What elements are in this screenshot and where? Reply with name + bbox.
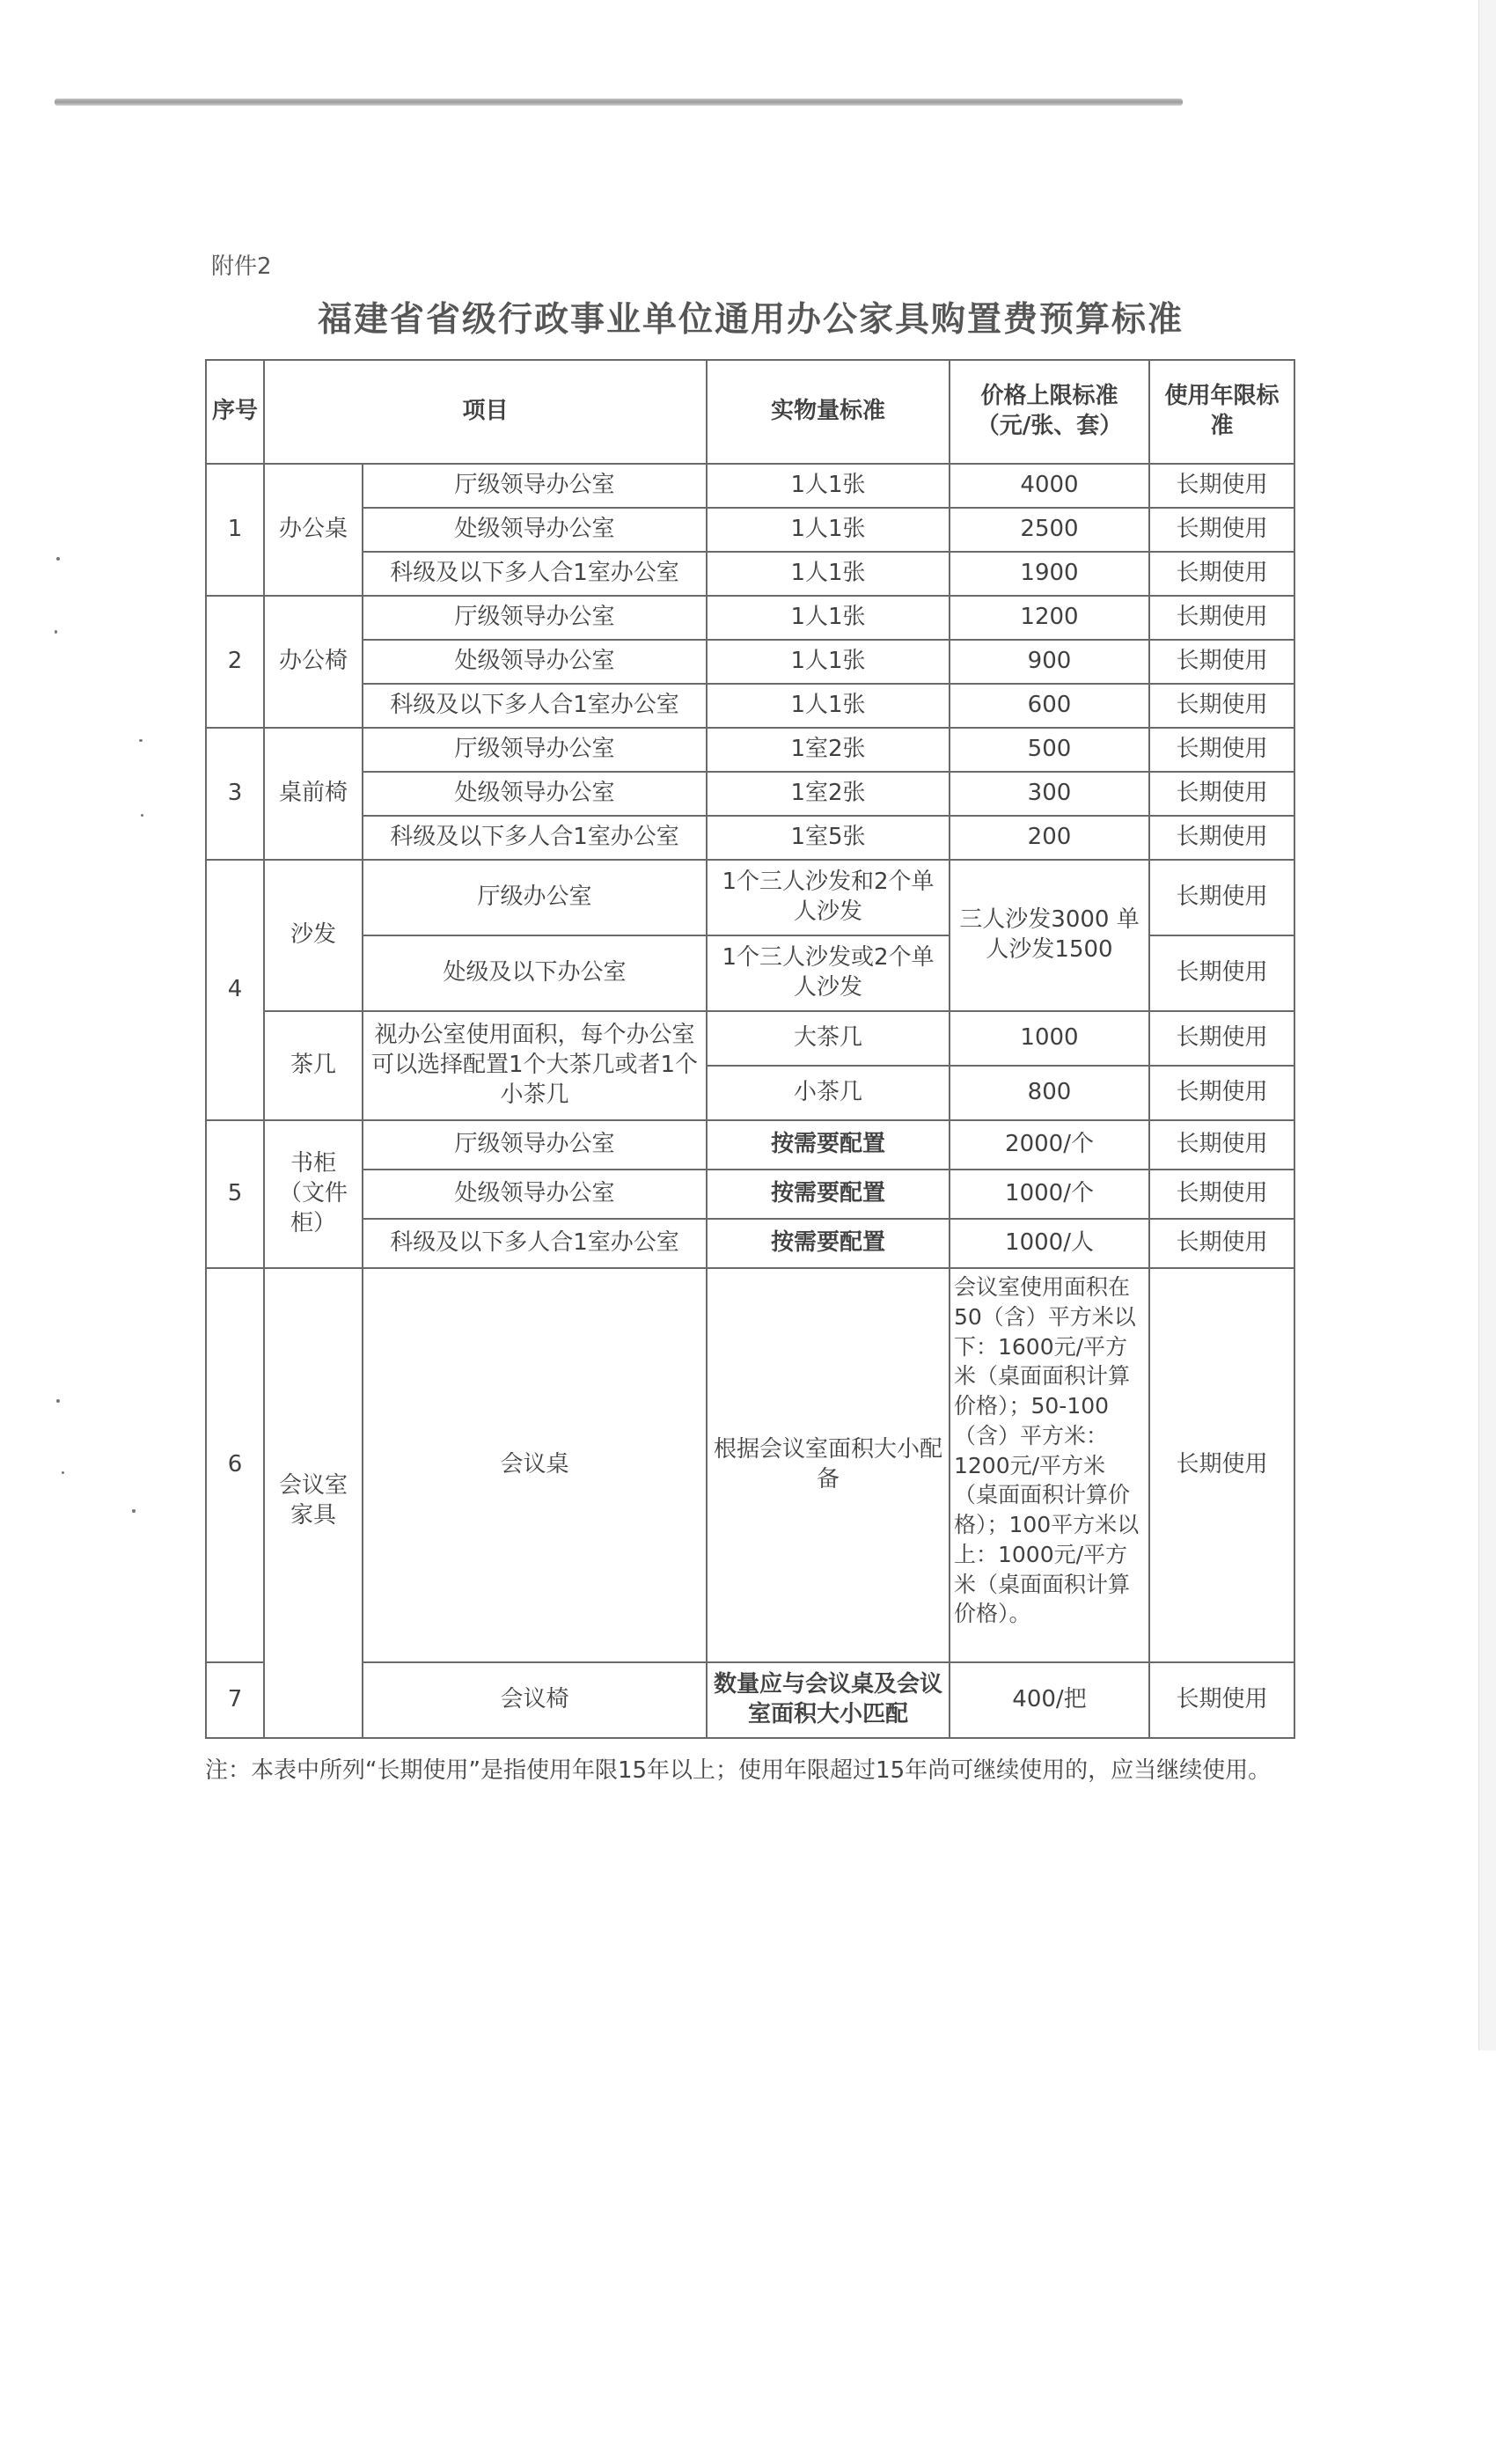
category-cell: 书柜（文件柜）	[264, 1120, 363, 1268]
quantity-cell: 1人1张	[707, 552, 950, 596]
life-cell: 长期使用	[1149, 640, 1294, 684]
item-cell: 处级领导办公室	[363, 508, 707, 552]
life-cell: 长期使用	[1149, 1120, 1294, 1170]
quantity-cell: 按需要配置	[707, 1120, 950, 1170]
top-rule	[55, 99, 1183, 106]
header-life: 使用年限标准	[1149, 360, 1294, 464]
table-row	[206, 728, 1294, 772]
quantity-cell: 1室5张	[707, 816, 950, 860]
quantity-cell: 1人1张	[707, 640, 950, 684]
item-cell: 厅级办公室	[363, 860, 707, 935]
quantity-cell: 1人1张	[707, 596, 950, 640]
quantity-cell: 1室2张	[707, 728, 950, 772]
quantity-cell: 1个三人沙发和2个单人沙发	[707, 860, 950, 935]
life-cell: 长期使用	[1149, 596, 1294, 640]
price-cell: 4000	[950, 464, 1149, 508]
quantity-cell: 数量应与会议桌及会议室面积大小匹配	[707, 1662, 950, 1738]
seq-cell: 4	[206, 860, 264, 1120]
category-cell: 桌前椅	[264, 728, 363, 860]
header-quantity: 实物量标准	[707, 360, 950, 464]
item-cell: 处级及以下办公室	[363, 935, 707, 1011]
category-cell: 茶几	[264, 1011, 363, 1120]
quantity-cell: 按需要配置	[707, 1219, 950, 1268]
life-cell: 长期使用	[1149, 552, 1294, 596]
scan-edge	[1478, 0, 1496, 2050]
table-row	[206, 552, 1294, 596]
quantity-cell: 1人1张	[707, 684, 950, 728]
life-cell: 长期使用	[1149, 1011, 1294, 1066]
scan-speck	[56, 557, 60, 561]
price-cell: 500	[950, 728, 1149, 772]
life-cell: 长期使用	[1149, 860, 1294, 935]
price-cell: 300	[950, 772, 1149, 816]
life-cell: 长期使用	[1149, 1219, 1294, 1268]
item-cell: 科级及以下多人合1室办公室	[363, 552, 707, 596]
item-cell: 厅级领导办公室	[363, 728, 707, 772]
item-cell: 厅级领导办公室	[363, 464, 707, 508]
quantity-cell: 根据会议室面积大小配备	[707, 1268, 950, 1662]
seq-cell: 7	[206, 1662, 264, 1738]
table-row	[206, 1662, 1294, 1738]
seq-cell: 1	[206, 464, 264, 596]
price-cell: 2000/个	[950, 1120, 1149, 1170]
attachment-label: 附件2	[211, 253, 272, 280]
scan-speck	[139, 739, 143, 742]
seq-cell: 2	[206, 596, 264, 728]
table-row	[206, 508, 1294, 552]
item-cell: 厅级领导办公室	[363, 596, 707, 640]
item-cell: 厅级领导办公室	[363, 1120, 707, 1170]
header-row	[206, 360, 1294, 464]
scan-speck	[56, 1399, 60, 1403]
quantity-cell: 1人1张	[707, 508, 950, 552]
seq-cell: 6	[206, 1268, 264, 1662]
life-cell: 长期使用	[1149, 1662, 1294, 1738]
price-cell: 600	[950, 684, 1149, 728]
category-cell: 办公椅	[264, 596, 363, 728]
table-row	[206, 1011, 1294, 1066]
scan-speck	[132, 1509, 136, 1513]
item-cell: 会议桌	[363, 1268, 707, 1662]
life-cell: 长期使用	[1149, 684, 1294, 728]
price-cell: 800	[950, 1066, 1149, 1120]
price-cell: 1000	[950, 1011, 1149, 1066]
life-cell: 长期使用	[1149, 508, 1294, 552]
category-cell: 办公桌	[264, 464, 363, 596]
item-cell: 处级领导办公室	[363, 772, 707, 816]
table-row	[206, 1120, 1294, 1170]
price-cell: 1900	[950, 552, 1149, 596]
life-cell: 长期使用	[1149, 772, 1294, 816]
price-cell: 2500	[950, 508, 1149, 552]
table-row	[206, 464, 1294, 508]
life-cell: 长期使用	[1149, 816, 1294, 860]
category-cell: 会议室家具	[264, 1268, 363, 1738]
header-item: 项目	[264, 360, 707, 464]
quantity-cell: 1人1张	[707, 464, 950, 508]
table-row	[206, 772, 1294, 816]
quantity-cell: 1室2张	[707, 772, 950, 816]
seq-cell: 3	[206, 728, 264, 860]
life-cell: 长期使用	[1149, 1268, 1294, 1662]
table-row	[206, 596, 1294, 640]
table-row	[206, 684, 1294, 728]
document-title: 福建省省级行政事业单位通用办公家具购置费预算标准	[317, 300, 1184, 340]
price-cell: 900	[950, 640, 1149, 684]
table-row	[206, 640, 1294, 684]
table-row	[206, 1268, 1294, 1662]
life-cell: 长期使用	[1149, 935, 1294, 1011]
table-row	[206, 816, 1294, 860]
seq-cell: 5	[206, 1120, 264, 1268]
quantity-cell: 1个三人沙发或2个单人沙发	[707, 935, 950, 1011]
item-cell: 处级领导办公室	[363, 1170, 707, 1219]
table-row	[206, 1170, 1294, 1219]
item-cell: 科级及以下多人合1室办公室	[363, 816, 707, 860]
scan-speck	[62, 1471, 64, 1474]
price-cell: 1000/个	[950, 1170, 1149, 1219]
header-seq: 序号	[206, 360, 264, 464]
price-cell: 1000/人	[950, 1219, 1149, 1268]
item-cell: 科级及以下多人合1室办公室	[363, 684, 707, 728]
life-cell: 长期使用	[1149, 1066, 1294, 1120]
price-cell: 400/把	[950, 1662, 1149, 1738]
table-row	[206, 1219, 1294, 1268]
item-cell: 视办公室使用面积，每个办公室可以选择配置1个大茶几或者1个小茶几	[363, 1011, 707, 1120]
life-cell: 长期使用	[1149, 1170, 1294, 1219]
item-cell: 科级及以下多人合1室办公室	[363, 1219, 707, 1268]
quantity-cell: 大茶几	[707, 1011, 950, 1066]
header-price: 价格上限标准（元/张、套）	[950, 360, 1149, 464]
item-cell: 会议椅	[363, 1662, 707, 1738]
footnote: 注：本表中所列“长期使用”是指使用年限15年以上；使用年限超过15年尚可继续使用的，应当继续使用。	[205, 1757, 1272, 1784]
quantity-cell: 小茶几	[707, 1066, 950, 1120]
price-cell: 三人沙发3000 单人沙发1500	[950, 860, 1149, 1011]
category-cell: 沙发	[264, 860, 363, 1011]
budget-standard-table	[205, 359, 1295, 1739]
life-cell: 长期使用	[1149, 728, 1294, 772]
table-row	[206, 860, 1294, 935]
life-cell: 长期使用	[1149, 464, 1294, 508]
quantity-cell: 按需要配置	[707, 1170, 950, 1219]
scan-speck	[141, 814, 143, 817]
scan-speck	[55, 630, 57, 634]
price-cell: 200	[950, 816, 1149, 860]
price-cell: 会议室使用面积在50（含）平方米以下：1600元/平方米（桌面面积计算价格）；50-100（含）平方米：1200元/平方米（桌面面积计算价格）；100平方米以上：1000元/平方米（桌面面积计算价格）。	[950, 1268, 1149, 1662]
price-cell: 1200	[950, 596, 1149, 640]
item-cell: 处级领导办公室	[363, 640, 707, 684]
